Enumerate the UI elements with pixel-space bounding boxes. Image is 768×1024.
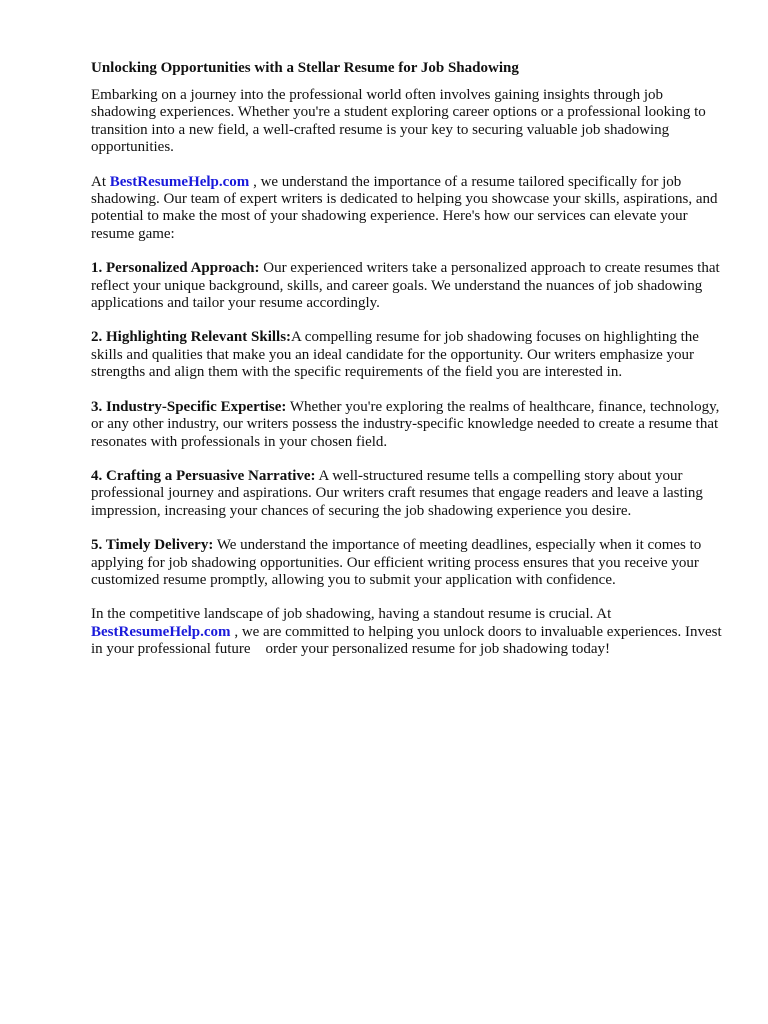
closing-line1: In the competitive landscape of job shadowing, having a standout resume is crucial. At: [91, 606, 612, 623]
intro-paragraph: Embarking on a journey into the professional world often involves gaining insights through job shadowing experiences. Whether you're a student exploring career options or a professional looking to transition into a new field, a well-crafted resume is your key to securing valuable job shadowing opportunities.: [91, 87, 706, 156]
point-text: A well-structured resume tells a compelling story about your professional journey and aspirations. Our writers craft resumes that engage readers and leave a lasting impression, increasing your chances of securing the job shadowing experience you desire.: [91, 467, 703, 519]
document-title: Unlocking Opportunities with a Stellar Resume for Job Shadowing: [91, 60, 519, 76]
about-paragraph: [91, 174, 727, 244]
point-text: We understand the importance of meeting deadlines, especially when it comes to applying for job shadowing opportunities. Our efficient writing process ensures that you receive your customized resume promptly, allowing you to submit your application with confidence.: [91, 537, 702, 588]
point-text: Our experienced writers take a personalized approach to create resumes that reflect your unique background, skills, and career goals. We understand the nuances of job shadowing applications and tailor your resume accordingly.: [91, 260, 720, 312]
point-timely-delivery: [91, 537, 727, 589]
point-heading: 1. Personalized Approach:: [91, 260, 260, 277]
point-text: A compelling resume for job shadowing focuses on highlighting the skills and qualities that make you an ideal candidate for the opportunity. Our writers emphasize your strengths and align them with the specific requirements of the field you are interested in.: [91, 329, 699, 381]
point-heading: 3. Industry-Specific Expertise:: [91, 398, 287, 415]
point-text: Whether you're exploring the realms of healthcare, finance, technology, or any other industry, our writers possess the industry-specific knowledge needed to create a resume that resonates with professionals in your chosen field.: [91, 398, 720, 450]
closing-paragraph: [91, 606, 727, 658]
about-text: , we understand the importance of a resume tailored specifically for job shadowing. Our team of expert writers is dedicated to helping you showcase your skills, aspirations, and potential to make the most of your shadowing experience. Here's how our services can elevate your resume game:: [91, 173, 718, 242]
point-heading: 5. Timely Delivery:: [91, 537, 214, 554]
point-personalized-approach: [91, 260, 727, 312]
bestresumehelp-link-closing[interactable]: BestResumeHelp.com: [91, 623, 231, 640]
point-heading: 4. Crafting a Persuasive Narrative:: [91, 467, 316, 484]
bestresumehelp-link[interactable]: BestResumeHelp.com: [109, 173, 250, 190]
about-prefix: At: [91, 173, 110, 190]
document-body: [91, 59, 727, 676]
point-industry-expertise: [91, 399, 727, 451]
point-persuasive-narrative: [91, 468, 727, 520]
point-heading: 2. Highlighting Relevant Skills:: [91, 329, 292, 346]
point-relevant-skills: [91, 329, 727, 381]
closing-text: , we are committed to helping you unlock doors to invaluable experiences. Invest in your professional future order your personalized resume for job shadowing today!: [91, 623, 722, 658]
